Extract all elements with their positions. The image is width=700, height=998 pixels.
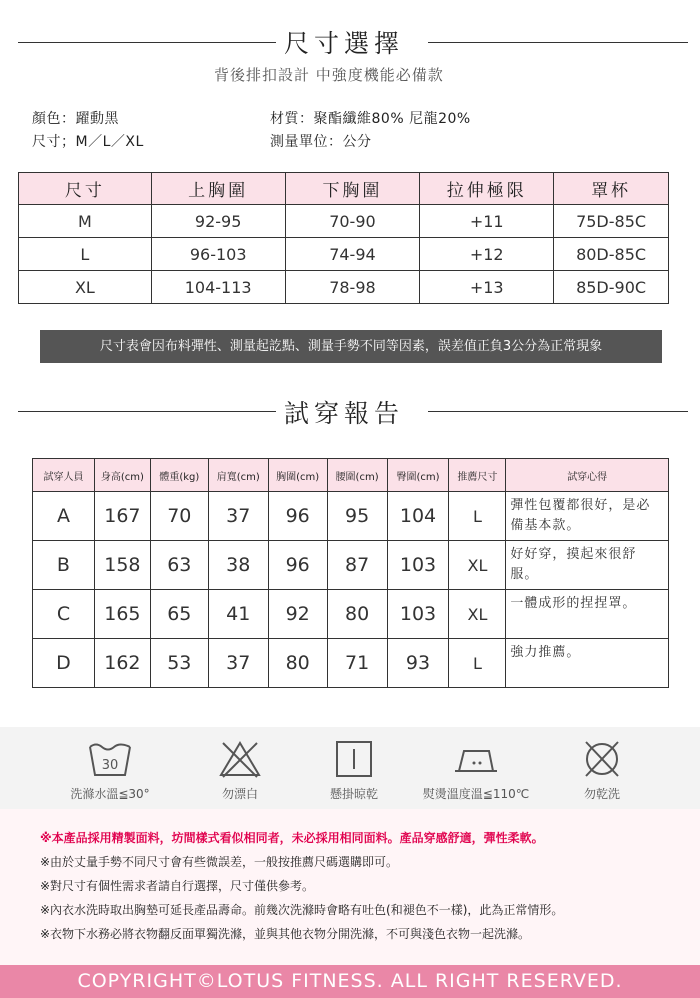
title-rule-right bbox=[428, 42, 688, 43]
size-info: 尺寸；M／L／XL bbox=[32, 134, 144, 150]
cell: 167 bbox=[94, 492, 150, 541]
cell: 158 bbox=[94, 541, 150, 590]
trial-report-table bbox=[32, 458, 669, 688]
note-line: ※對尺寸有個性需求者請自行選擇，尺寸僅供參考。 bbox=[40, 879, 315, 893]
table-row bbox=[19, 238, 669, 271]
care-label: 洗滌水溫≦30° bbox=[70, 787, 150, 801]
header-weight: 體重(kg) bbox=[150, 459, 208, 492]
note-line: ※由於丈量手勢不同尺寸會有些微誤差，一般按推薦尺碼選購即可。 bbox=[40, 855, 399, 869]
header-feedback: 試穿心得 bbox=[506, 459, 669, 492]
cell: 37 bbox=[208, 639, 268, 688]
cell: 96-103 bbox=[151, 238, 285, 271]
cell: 93 bbox=[387, 639, 449, 688]
header-height: 身高(cm) bbox=[94, 459, 150, 492]
care-item-dry bbox=[294, 737, 414, 802]
size-section-title: 尺寸選擇 bbox=[284, 29, 405, 58]
feedback-cell: 好好穿，摸起來很舒服。 bbox=[506, 541, 669, 590]
trial-table-header bbox=[33, 459, 669, 492]
note-line: ※內衣水洗時取出胸墊可延長產品壽命。前幾次洗滌時會略有吐色(和褪色不一樣)，此為正常情形。 bbox=[40, 903, 564, 917]
header-cup: 罩杯 bbox=[554, 173, 669, 205]
size-table bbox=[18, 172, 669, 304]
header-recommended-size: 推薦尺寸 bbox=[449, 459, 506, 492]
cell: C bbox=[33, 590, 95, 639]
size-section-subtitle: 背後排扣設計 中強度機能必備款 bbox=[214, 66, 444, 84]
cell: 165 bbox=[94, 590, 150, 639]
note-line: ※衣物下水務必將衣物翻反面單獨洗滌，並與其他衣物分開洗滌，不可與淺色衣物一起洗滌。 bbox=[40, 927, 531, 941]
cell: 162 bbox=[94, 639, 150, 688]
cell: 65 bbox=[150, 590, 208, 639]
hang-dry-icon bbox=[333, 739, 375, 779]
cell: +13 bbox=[420, 271, 554, 304]
cell: 41 bbox=[208, 590, 268, 639]
table-row bbox=[33, 590, 669, 639]
iron-low-icon bbox=[451, 739, 501, 779]
cell: XL bbox=[19, 271, 152, 304]
header-tester: 試穿人員 bbox=[33, 459, 95, 492]
cell: 80 bbox=[268, 639, 327, 688]
table-row bbox=[33, 541, 669, 590]
header-size: 尺寸 bbox=[19, 173, 152, 205]
cell: XL bbox=[449, 541, 506, 590]
care-item-dryclean bbox=[542, 737, 662, 802]
cell: 71 bbox=[327, 639, 387, 688]
table-row bbox=[19, 271, 669, 304]
table-row bbox=[33, 492, 669, 541]
cell: A bbox=[33, 492, 95, 541]
cell: 70 bbox=[150, 492, 208, 541]
cell: L bbox=[449, 639, 506, 688]
care-label: 懸掛晾乾 bbox=[329, 787, 378, 801]
measurement-notice: 尺寸表會因布料彈性、測量起訖點、測量手勢不同等因素，誤差值正負3公分為正常現象 bbox=[40, 330, 662, 363]
size-table-header bbox=[19, 173, 669, 205]
care-label: 勿漂白 bbox=[221, 787, 258, 801]
no-tumble-dry-icon bbox=[579, 739, 625, 779]
table-row bbox=[33, 639, 669, 688]
cell: 80D-85C bbox=[554, 238, 669, 271]
cell: 75D-85C bbox=[554, 205, 669, 238]
cell: 92-95 bbox=[151, 205, 285, 238]
cell: D bbox=[33, 639, 95, 688]
cell: 70-90 bbox=[285, 205, 420, 238]
cell: 95 bbox=[327, 492, 387, 541]
care-label: 熨燙溫度溫≦110℃ bbox=[422, 787, 530, 801]
cell: 63 bbox=[150, 541, 208, 590]
no-bleach-icon bbox=[217, 739, 263, 779]
cell: 104 bbox=[387, 492, 449, 541]
care-item-iron bbox=[416, 737, 536, 802]
care-item-bleach bbox=[180, 737, 300, 802]
cell: 38 bbox=[208, 541, 268, 590]
note-highlight: ※本產品採用精製面料，坊間樣式看似相同者，未必採用相同面料。產品穿感舒適，彈性柔軟。 bbox=[40, 831, 544, 845]
cell: 103 bbox=[387, 590, 449, 639]
cell: 53 bbox=[150, 639, 208, 688]
header-under-bust: 下胸圍 bbox=[285, 173, 420, 205]
cell: M bbox=[19, 205, 152, 238]
trial-section-title: 試穿報告 bbox=[284, 399, 405, 428]
care-item-wash bbox=[50, 737, 170, 802]
cell: 96 bbox=[268, 492, 327, 541]
cell: 103 bbox=[387, 541, 449, 590]
cell: 104-113 bbox=[151, 271, 285, 304]
cell: L bbox=[449, 492, 506, 541]
cell: 78-98 bbox=[285, 271, 420, 304]
copyright-footer: COPYRIGHT©LOTUS FITNESS. ALL RIGHT RESERVED. bbox=[0, 965, 700, 998]
cell: L bbox=[19, 238, 152, 271]
header-upper-bust: 上胸圍 bbox=[151, 173, 285, 205]
header-waist: 腰圍(cm) bbox=[327, 459, 387, 492]
header-chest: 胸圍(cm) bbox=[268, 459, 327, 492]
header-shoulder: 肩寬(cm) bbox=[208, 459, 268, 492]
table-row bbox=[19, 205, 669, 238]
wash-30-icon bbox=[87, 739, 133, 779]
header-hip: 臀圍(cm) bbox=[387, 459, 449, 492]
cell: +12 bbox=[420, 238, 554, 271]
cell: 87 bbox=[327, 541, 387, 590]
cell: 92 bbox=[268, 590, 327, 639]
cell: +11 bbox=[420, 205, 554, 238]
feedback-cell: 強力推薦。 bbox=[506, 639, 669, 688]
care-instructions bbox=[0, 727, 700, 809]
cell: B bbox=[33, 541, 95, 590]
unit-info: 測量單位：公分 bbox=[270, 134, 372, 150]
cell: 85D-90C bbox=[554, 271, 669, 304]
title-rule-left bbox=[18, 42, 276, 43]
title-rule-left bbox=[18, 411, 276, 412]
svg-text:30: 30 bbox=[101, 758, 119, 773]
cell: 80 bbox=[327, 590, 387, 639]
color-info: 顏色：躍動黑 bbox=[32, 111, 119, 127]
care-label: 勿乾洗 bbox=[583, 787, 620, 801]
material-info: 材質：聚酯纖維80% 尼龍20% bbox=[270, 111, 471, 127]
cell: 74-94 bbox=[285, 238, 420, 271]
title-rule-right bbox=[428, 411, 688, 412]
header-stretch-limit: 拉伸極限 bbox=[420, 173, 554, 205]
cell: XL bbox=[449, 590, 506, 639]
feedback-cell: 彈性包覆都很好，是必備基本款。 bbox=[506, 492, 669, 541]
cell: 96 bbox=[268, 541, 327, 590]
cell: 37 bbox=[208, 492, 268, 541]
feedback-cell: 一體成形的捏捏罩。 bbox=[506, 590, 669, 639]
notes-section bbox=[0, 809, 700, 965]
